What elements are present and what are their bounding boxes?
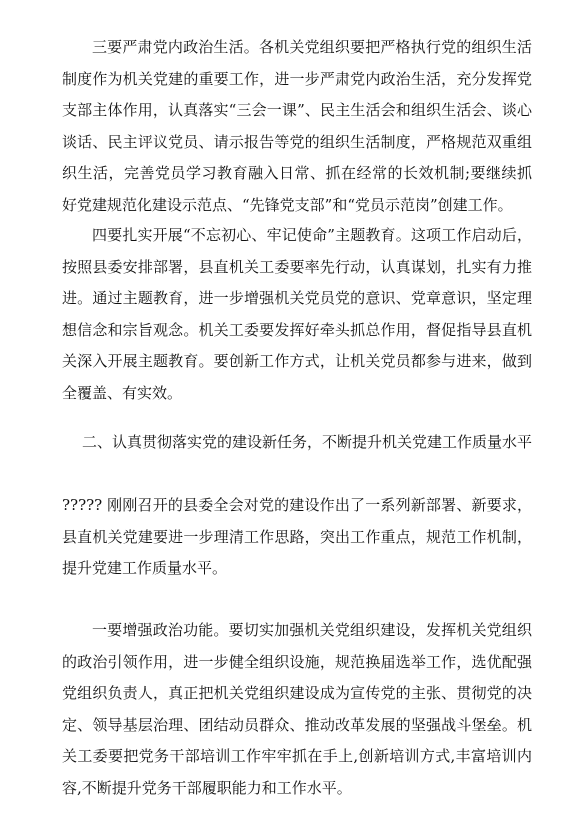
paragraph-county-plenary: ????? 刚刚召开的县委全会对党的建设作出了一系列新部署、新要求，县直机关党建要进一步理清工作思路，突出工作重点，规范工作机制，提升党建工作质量水平。 bbox=[62, 496, 532, 577]
paragraph-political-function: 一要增强政治功能。要切实加强机关党组织建设，发挥机关党组织的政治引领作用，进一步健全组织设施，规范换届选举工作，选优配强党组织负责人，真正把机关党组织建设成为宣传党的主张、贯彻党的决定、领导基层治理、团结动员群众、推动改革发展的坚强战斗堡垒。机关工委要把党务干部培训工作牢牢抓在手上,创新培训方式,丰富培训内容,不断提升党务干部履职能力和工作水平。 bbox=[62, 621, 532, 797]
section-heading: 二、认真贯彻落实党的建设新任务，不断提升机关党建工作质量水平 bbox=[82, 433, 533, 451]
paragraph-theme-education: 四要扎实开展“不忘初心、牢记使命”主题教育。这项工作启动后，按照县委安排部署，县直机关工委要率先行动，认真谋划，扎实有力推进。通过主题教育，进一步增强机关党员党的意识、党章意识，坚定理想信念和宗旨观念。机关工委要发挥好牵头抓总作用，督促指导县直机关深入开展主题教育。要创新工作方式，让机关党员都参与进来，做到全覆盖、有实效。 bbox=[62, 226, 532, 402]
paragraph-strict-party-life: 三要严肃党内政治生活。各机关党组织要把严格执行党的组织生活制度作为机关党建的重要工作，进一步严肃党内政治生活，充分发挥党支部主体作用，认真落实“三会一课”、民主生活会和组织生活会、谈心谈话、民主评议党员、请示报告等党的组织生活制度，严格规范双重组织生活，完善党员学习教育融入日常、抓在经常的长效机制;要继续抓好党建规范化建设示范点、“先锋党支部”和“党员示范岗”创建工作。 bbox=[62, 38, 532, 214]
